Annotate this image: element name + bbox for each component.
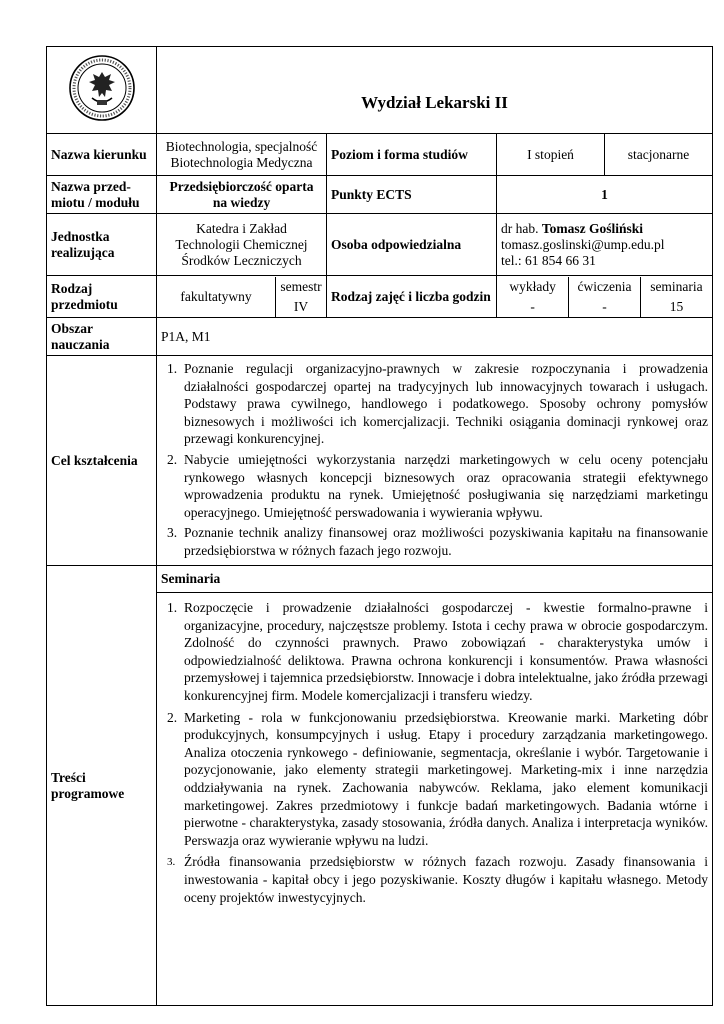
exercises-label: ćwiczenia — [577, 278, 632, 294]
ects-value: 1 — [497, 176, 713, 214]
lectures-cell — [497, 277, 569, 317]
goals-label: Cel kształcenia — [47, 356, 157, 566]
lectures-label: wykłady — [509, 278, 556, 294]
list-item — [161, 451, 708, 521]
program-label: Nazwa kierunku — [47, 134, 157, 176]
program-value-line1: Biotechnologia, specjalność — [165, 138, 318, 154]
ects-label: Punkty ECTS — [327, 176, 497, 214]
person-value — [497, 214, 713, 276]
type-cell — [157, 276, 327, 318]
list-item — [161, 360, 708, 448]
person-email[interactable]: tomasz.goslinski@ump.edu.pl — [501, 236, 665, 252]
unit-line3: Środków Leczniczych — [181, 252, 302, 268]
list-number: 2. — [167, 709, 178, 725]
person-name: Tomasz Gośliński — [541, 220, 644, 236]
list-text: Marketing - rola w funkcjonowaniu przedsiębiorstwa. Kreowanie marki. Marketing dóbr produkcyjnych, konsumpcyjnych i usług. Etapy i procedury zarządzania marketingowego. Analiza otoczenia rynkowego - definiowanie, segmentacja, określanie i wybór. Targetowanie i pozycjonowanie, jako elementy strategii marketingowej. Marketing-mix i inne narzędzia oddziaływania na rynek. Zachowania nabywców. Reklama, jako element komunikacji marketingowej. Zakres przedmiotowy i funkcje badań marketingowych. Badania wtórne i pierwotne - charakterystyka, zasady stosowania, źródła danych. Analiza i interpretacja wyników. Perswazja oraz wywieranie wpływu na ludzi. — [184, 709, 709, 848]
logo-cell — [47, 47, 157, 134]
person-title: dr hab. — [501, 220, 539, 236]
list-text: Rozpoczęcie i prowadzenie działalności gospodarczej - kwestie formalno-prawne i organizacyjne, procedury, najczęstsze problemy. Istota i cechy prawa w obrocie gospodarczym. Zdolność do czynności prawnych. Prawo zobowiązań - charakterystyka umów i odpowiedzialność deliktowa. Prawna ochrona konkurencji i konsumentów. Prawa własności przemysłowej i tajemnica przedsiębiorstw. Innowacje i dobra intelektualne, jako źródła przewagi konkurencyjnej firm. Modele komercjalizacji i transferu wiedzy. — [184, 600, 709, 703]
subject-label: Nazwa przed-miotu / modułu — [47, 176, 157, 214]
list-item — [161, 853, 708, 906]
section-title: Seminaria — [157, 566, 712, 593]
list-text: Nabycie umiejętności wykorzystania narzędzi marketingowych w celu oceny potencjału rynkowego własnych koncepcji biznesowych oraz opracowania strategii efektywnego wprowadzenia produktu na rynek. Umiejętność posługiwania się narzędziami marketingu operacyjnego. Umiejętność perswadowania i wywierania wpływu. — [184, 451, 709, 520]
list-number: 1. — [167, 600, 178, 615]
seminars-value: 15 — [669, 298, 684, 314]
person-name-line — [501, 221, 708, 237]
syllabus-table — [46, 46, 713, 1006]
unit-value — [157, 214, 327, 276]
unit-line1: Katedra i Zakład — [196, 220, 287, 236]
list-item — [161, 709, 708, 850]
lectures-value: - — [530, 298, 535, 314]
goals-cell — [157, 356, 713, 566]
contents-cell — [157, 566, 713, 1006]
program-value-line2: Biotechnologia Medyczna — [170, 154, 313, 170]
list-number: 3. — [167, 525, 178, 541]
person-label: Osoba odpowiedzialna — [327, 214, 497, 276]
seminars-cell — [640, 277, 712, 317]
list-item — [161, 599, 708, 705]
list-text: Poznanie technik analizy finansowej oraz możliwości pozyskiwania kapitału na finansowanie przedsiębiorstwa w różnych fazach jego rozwoju. — [184, 525, 709, 558]
semester-value: IV — [293, 298, 309, 314]
classes-label: Rodzaj zajęć i liczba godzin — [327, 276, 497, 318]
form-value: stacjonarne — [605, 134, 713, 176]
type-value: fakultatywny — [180, 288, 252, 304]
list-number: 1. — [167, 361, 178, 376]
level-label: Poziom i forma studiów — [327, 134, 497, 176]
seminars-label: seminaria — [650, 278, 703, 294]
list-text: Poznanie regulacji organizacyjno-prawnych w zakresie rozpoczynania i prowadzenia działalności gospodarczej opartej na tradycyjnych lub innowacyjnych towarach i usługach. Podstawy prawa cywilnego, handlowego i podatkowego. Sposoby ochrony pomysłów biznesowych i możliwości ich komercjalizacji. Techniki osiągania dominacji rynkowej oraz przewagi konkurencyjnej. — [184, 361, 709, 447]
semester-label: semestr — [280, 278, 322, 294]
exercises-cell — [569, 277, 641, 317]
type-label: Rodzaj przedmiotu — [47, 276, 157, 318]
faculty-title: Wydział Lekarski II — [157, 47, 713, 134]
unit-label: Jednostka realizująca — [47, 214, 157, 276]
university-seal-icon — [68, 54, 136, 122]
area-value: P1A, M1 — [157, 318, 713, 356]
exercises-value: - — [602, 298, 607, 314]
list-number: 2. — [167, 451, 178, 467]
area-label: Obszar nauczania — [47, 318, 157, 356]
person-phone: tel.: 61 854 66 31 — [501, 252, 596, 268]
level-value: I stopień — [497, 134, 605, 176]
semester-cell — [276, 277, 327, 317]
list-text: Źródła finansowania przedsiębiorstw w różnych fazach rozwoju. Zasady finansowania i inwestowania - kapitał obcy i jego pozyskiwanie. Koszty długów i kapitału własnego. Metody oceny projektów inwestycyjnych. — [184, 854, 709, 905]
goals-list — [161, 360, 708, 560]
subject-value: Przedsiębiorczość oparta na wiedzy — [157, 176, 327, 214]
program-value — [157, 134, 327, 176]
list-number: 3. — [167, 856, 176, 869]
unit-line2: Technologii Chemicznej — [175, 236, 308, 252]
list-item — [161, 524, 708, 559]
contents-list — [161, 599, 708, 906]
contents-label: Treści programowe — [47, 566, 157, 1006]
hours-cell — [497, 276, 713, 318]
